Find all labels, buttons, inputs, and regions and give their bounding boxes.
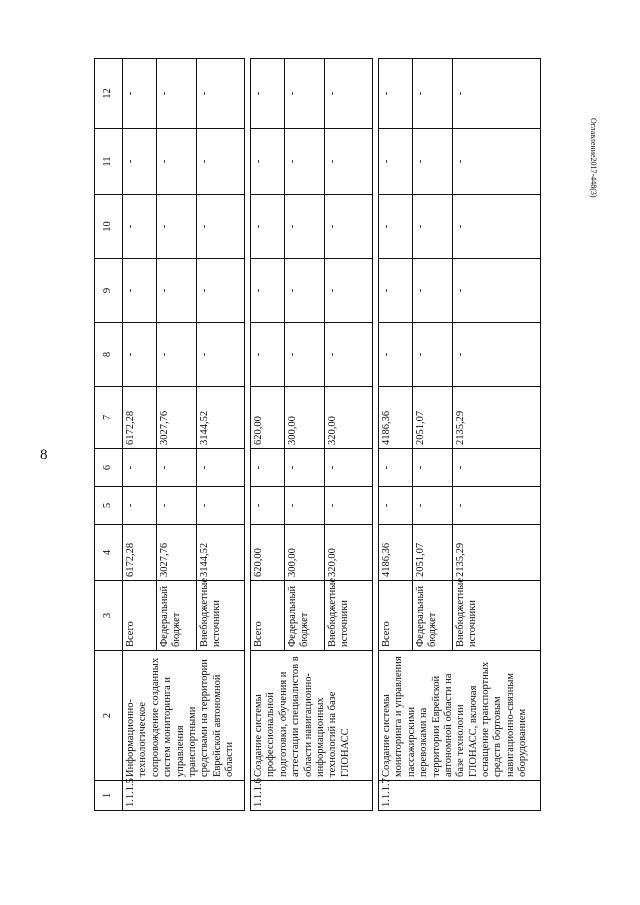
- cell-value: -: [157, 195, 197, 259]
- total-value: 4186,36: [379, 525, 413, 581]
- cell-value: 3144,52: [197, 387, 245, 449]
- total-value: 300,00: [285, 525, 325, 581]
- total-value: 320,00: [325, 525, 373, 581]
- cell-value: -: [285, 59, 325, 129]
- col-header: 9: [95, 259, 123, 323]
- cell-value: -: [251, 259, 285, 323]
- item-name: Создание системы мониторинга и управления пассажирскими перевозками на территории Еврейской автономной области на базе технологии ГЛОНАСС, включая оснащение транспортных средств бортовым навигационно-связным оборудованием: [379, 651, 541, 781]
- cell-value: -: [157, 59, 197, 129]
- cell-value: -: [123, 449, 157, 487]
- cell-value: -: [379, 487, 413, 525]
- item-code: 1.1.1.6: [251, 781, 373, 811]
- table-row: [123, 59, 157, 811]
- cell-value: -: [157, 487, 197, 525]
- cell-value: -: [413, 449, 453, 487]
- table-row: [379, 59, 413, 811]
- cell-value: -: [123, 129, 157, 195]
- col-header: 6: [95, 449, 123, 487]
- source-label: Всего: [379, 581, 413, 651]
- source-label: Федеральный бюджет: [157, 581, 197, 651]
- cell-value: -: [123, 323, 157, 387]
- cell-value: -: [453, 323, 541, 387]
- source-label: Всего: [251, 581, 285, 651]
- cell-value: -: [453, 487, 541, 525]
- col-header: 11: [95, 129, 123, 195]
- cell-value: -: [413, 129, 453, 195]
- source-label: Федеральный бюджет: [413, 581, 453, 651]
- cell-value: -: [453, 59, 541, 129]
- cell-value: -: [285, 449, 325, 487]
- cell-value: 3027,76: [157, 387, 197, 449]
- total-value: 6172,28: [123, 525, 157, 581]
- cell-value: 320,00: [325, 387, 373, 449]
- cell-value: -: [379, 323, 413, 387]
- cell-value: -: [379, 449, 413, 487]
- total-value: 3144,52: [197, 525, 245, 581]
- cell-value: -: [325, 195, 373, 259]
- cell-value: -: [157, 129, 197, 195]
- cell-value: -: [197, 449, 245, 487]
- cell-value: 6172,28: [123, 387, 157, 449]
- table-row: [251, 59, 285, 811]
- cell-value: -: [251, 323, 285, 387]
- rotated-table-container: [94, 59, 529, 811]
- item-code: 1.1.1.5: [123, 781, 245, 811]
- cell-value: -: [413, 487, 453, 525]
- cell-value: -: [123, 59, 157, 129]
- budget-table: [94, 58, 541, 811]
- cell-value: -: [251, 449, 285, 487]
- source-label: Внебюджетные источники: [453, 581, 541, 651]
- cell-value: 2135,29: [453, 387, 541, 449]
- page-number: 8: [40, 447, 48, 463]
- cell-value: -: [251, 59, 285, 129]
- cell-value: -: [251, 487, 285, 525]
- cell-value: -: [285, 129, 325, 195]
- total-value: 3027,76: [157, 525, 197, 581]
- cell-value: -: [325, 323, 373, 387]
- item-name: Информационно-технологическое сопровождение созданных систем мониторинга и управления транспортными средствами на территории Еврейской автономной области: [123, 651, 245, 781]
- cell-value: 4186,36: [379, 387, 413, 449]
- cell-value: -: [197, 129, 245, 195]
- cell-value: -: [285, 259, 325, 323]
- cell-value: -: [123, 259, 157, 323]
- cell-value: -: [413, 59, 453, 129]
- total-value: 2051,07: [413, 525, 453, 581]
- cell-value: 2051,07: [413, 387, 453, 449]
- source-label: Федеральный бюджет: [285, 581, 325, 651]
- cell-value: -: [197, 323, 245, 387]
- footer-code: Оглавление2017-448(3): [589, 118, 598, 198]
- item-code: 1.1.1.7: [379, 781, 541, 811]
- header-row: [95, 59, 123, 811]
- col-header: 8: [95, 323, 123, 387]
- cell-value: 620,00: [251, 387, 285, 449]
- cell-value: -: [325, 129, 373, 195]
- cell-value: -: [453, 129, 541, 195]
- cell-value: -: [285, 323, 325, 387]
- cell-value: -: [157, 323, 197, 387]
- cell-value: -: [285, 487, 325, 525]
- cell-value: -: [123, 195, 157, 259]
- col-header: 12: [95, 59, 123, 129]
- cell-value: -: [123, 487, 157, 525]
- col-header: 7: [95, 387, 123, 449]
- source-label: Внебюджетные источники: [197, 581, 245, 651]
- cell-value: -: [379, 59, 413, 129]
- cell-value: -: [379, 195, 413, 259]
- cell-value: -: [379, 259, 413, 323]
- cell-value: -: [197, 59, 245, 129]
- cell-value: -: [453, 259, 541, 323]
- cell-value: -: [453, 449, 541, 487]
- col-header: 1: [95, 781, 123, 811]
- cell-value: -: [413, 259, 453, 323]
- cell-value: -: [453, 195, 541, 259]
- cell-value: -: [157, 259, 197, 323]
- cell-value: -: [285, 195, 325, 259]
- cell-value: -: [413, 195, 453, 259]
- source-label: Всего: [123, 581, 157, 651]
- col-header: 4: [95, 525, 123, 581]
- cell-value: 300,00: [285, 387, 325, 449]
- col-header: 3: [95, 581, 123, 651]
- cell-value: -: [197, 259, 245, 323]
- cell-value: -: [379, 129, 413, 195]
- col-header: 2: [95, 651, 123, 781]
- cell-value: -: [325, 487, 373, 525]
- total-value: 620,00: [251, 525, 285, 581]
- cell-value: -: [325, 449, 373, 487]
- cell-value: -: [197, 487, 245, 525]
- cell-value: -: [325, 259, 373, 323]
- item-name: Создание системы профессиональной подготовки, обучения и аттестации специалистов в области навигационно-информационных технологий на базе ГЛОНАСС: [251, 651, 373, 781]
- cell-value: -: [157, 449, 197, 487]
- col-header: 5: [95, 487, 123, 525]
- col-header: 10: [95, 195, 123, 259]
- cell-value: -: [251, 195, 285, 259]
- source-label: Внебюджетные источники: [325, 581, 373, 651]
- cell-value: -: [413, 323, 453, 387]
- cell-value: -: [325, 59, 373, 129]
- total-value: 2135,29: [453, 525, 541, 581]
- cell-value: -: [197, 195, 245, 259]
- cell-value: -: [251, 129, 285, 195]
